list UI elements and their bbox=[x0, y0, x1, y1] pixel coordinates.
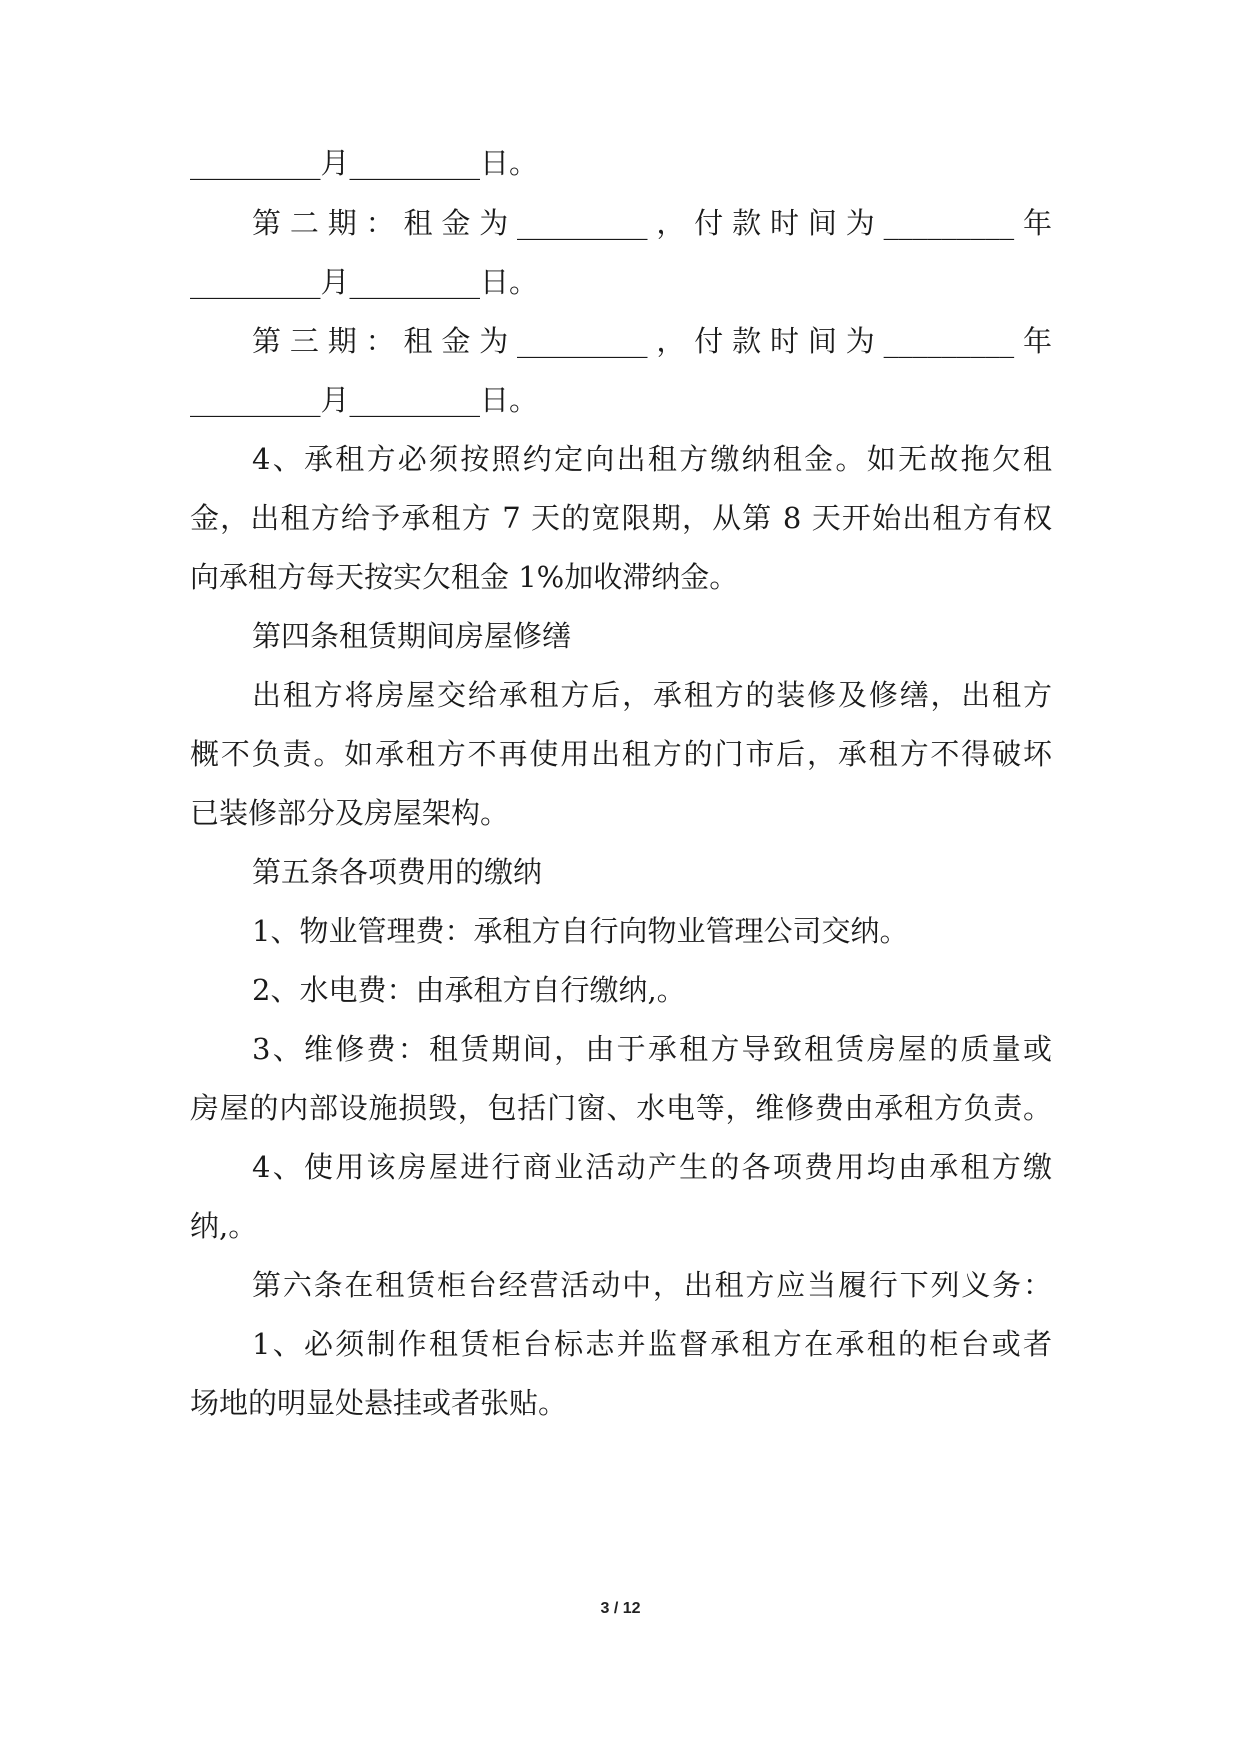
text-line: 概不负责。如承租方不再使用出租方的门市后，承租方不得破坏 bbox=[190, 737, 1052, 771]
text-line: 场地的明显处悬挂或者张贴。 bbox=[190, 1386, 568, 1420]
text-line: 已装修部分及房屋架构。 bbox=[190, 796, 510, 830]
text-line: 第三期：租金为_________，付款时间为_________年 bbox=[252, 324, 1052, 358]
text-line: 3、维修费：租赁期间，由于承租方导致租赁房屋的质量或 bbox=[252, 1032, 1052, 1066]
text-line: _________月_________日。 bbox=[190, 265, 539, 299]
text-line: 1、物业管理费：承租方自行向物业管理公司交纳。 bbox=[252, 914, 909, 948]
text-line: 出租方将房屋交给承租方后，承租方的装修及修缮，出租方 bbox=[252, 678, 1052, 712]
text-line: 4、使用该房屋进行商业活动产生的各项费用均由承租方缴 bbox=[252, 1150, 1052, 1184]
text-line: 向承租方每天按实欠租金 1%加收滞纳金。 bbox=[190, 560, 739, 594]
text-line: 金，出租方给予承租方 7 天的宽限期，从第 8 天开始出租方有权 bbox=[190, 501, 1052, 535]
section-heading: 第四条租赁期间房屋修缮 bbox=[252, 619, 572, 653]
text-line: _________月_________日。 bbox=[190, 383, 539, 417]
section-heading: 第五条各项费用的缴纳 bbox=[252, 855, 543, 889]
text-line: 房屋的内部设施损毁，包括门窗、水电等，维修费由承租方负责。 bbox=[190, 1091, 1052, 1125]
section-heading: 第六条在租赁柜台经营活动中，出租方应当履行下列义务： bbox=[252, 1268, 1052, 1302]
text-line: 1、必须制作租赁柜台标志并监督承租方在承租的柜台或者 bbox=[252, 1327, 1052, 1361]
text-line: 4、承租方必须按照约定向出租方缴纳租金。如无故拖欠租 bbox=[252, 442, 1052, 476]
text-line: 2、水电费：由承租方自行缴纳,。 bbox=[252, 973, 686, 1007]
text-line: 第二期：租金为_________，付款时间为_________年 bbox=[252, 206, 1052, 240]
text-line: 纳,。 bbox=[190, 1209, 258, 1243]
page-number: 3 / 12 bbox=[600, 1600, 641, 1617]
text-line: _________月_________日。 bbox=[190, 146, 539, 180]
